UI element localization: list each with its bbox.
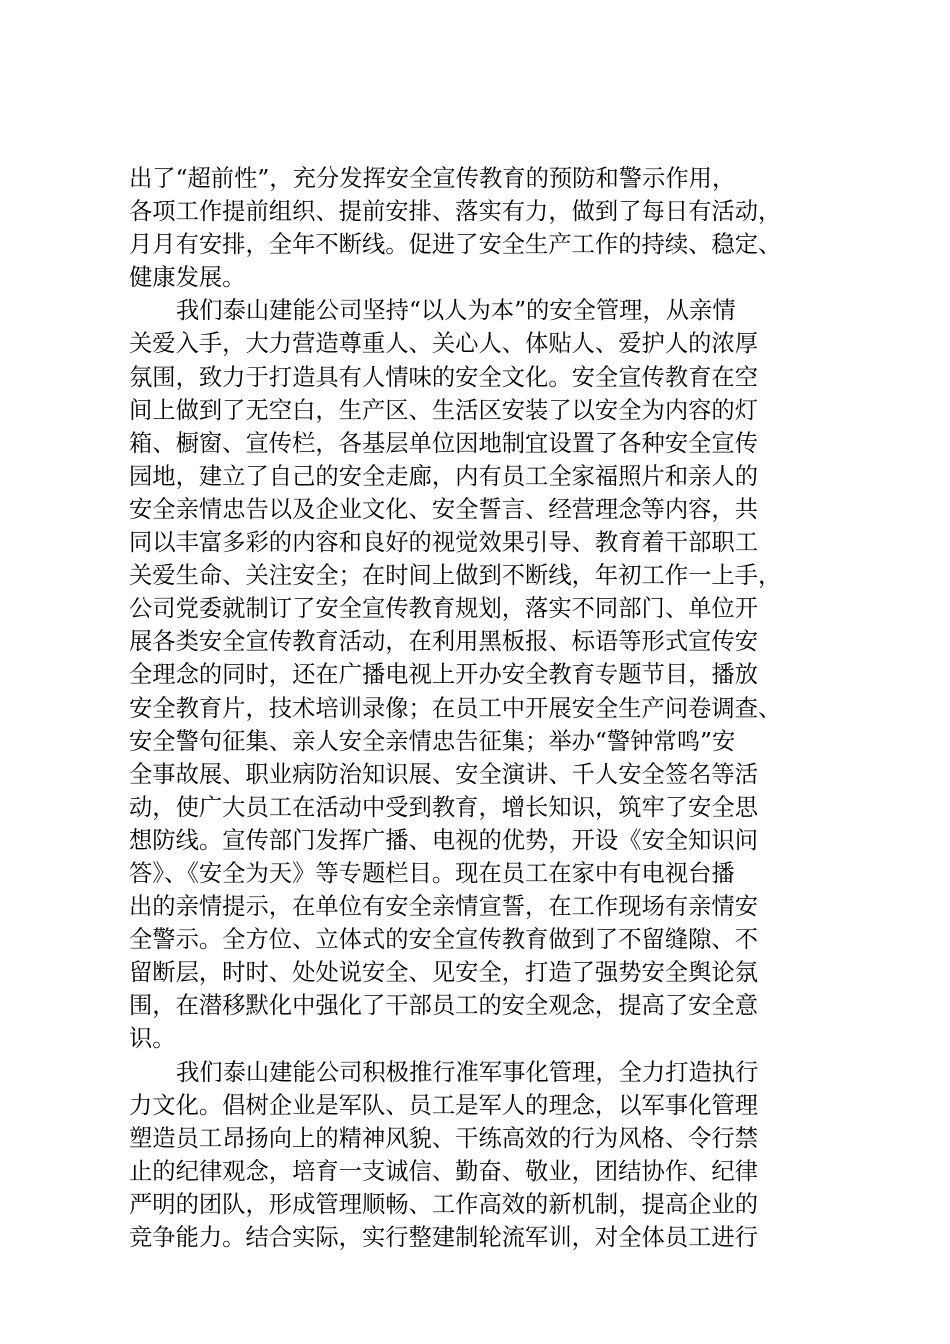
text-line: 全理念的同时，还在广播电视上开办安全教育专题节目，播放 [129, 661, 759, 689]
text-line: 全事故展、职业病防治知识展、安全演讲、千人安全签名等活 [129, 760, 759, 788]
text-line: 止的纪律观念，培育一支诚信、勤奋、敬业，团结协作、纪律 [129, 1157, 759, 1185]
body-text [129, 162, 829, 1254]
text-line: 想防线。宣传部门发挥广播、电视的优势，开设《安全知识问 [129, 826, 759, 854]
text-line: 箱、橱窗、宣传栏，各基层单位因地制宜设置了各种安全宣传 [129, 429, 759, 457]
text-line: 各项工作提前组织、提前安排、落实有力，做到了每日有活动， [129, 198, 782, 226]
text-line: 答》、《安全为天》等专题栏目。现在员工在家中有电视台播 [129, 859, 735, 887]
text-line: 安全警句征集、亲人安全亲情忠告征集；举办“警钟常鸣”安 [129, 727, 736, 755]
text-line: 竞争能力。结合实际，实行整建制轮流军训，对全体员工进行 [129, 1224, 759, 1251]
text-line: 关爱生命、关注安全；在时间上做到不断线，年初工作一上手， [129, 562, 782, 590]
text-line: 安全亲情忠告以及企业文化、安全誓言、经营理念等内容，共 [129, 495, 759, 523]
text-line: 公司党委就制订了安全宣传教育规划，落实不同部门、单位开 [129, 595, 759, 623]
text-line: 月月有安排，全年不断线。促进了安全生产工作的持续、稳定、 [129, 231, 782, 259]
text-line: 出了“超前性”，充分发挥安全宣传教育的预防和警示作用， [129, 165, 736, 192]
text-line: 展各类安全宣传教育活动，在利用黑板报、标语等形式宣传安 [129, 628, 759, 656]
paragraph-start-line: 我们泰山建能公司积极推行准军事化管理，全力打造执行 [176, 1058, 759, 1086]
text-line: 关爱入手，大力营造尊重人、关心人、体贴人、爱护人的浓厚 [129, 330, 759, 358]
text-line: 围，在潜移默化中强化了干部员工的安全观念，提高了安全意 [129, 992, 759, 1020]
text-line: 动，使广大员工在活动中受到教育，增长知识，筑牢了安全思 [129, 793, 759, 821]
text-line: 间上做到了无空白，生产区、生活区安装了以安全为内容的灯 [129, 396, 759, 424]
text-line: 安全教育片，技术培训录像；在员工中开展安全生产问卷调查、 [129, 694, 782, 722]
text-line: 氛围，致力于打造具有人情味的安全文化。安全宣传教育在空 [129, 363, 759, 391]
text-line: 全警示。全方位、立体式的安全宣传教育做到了不留缝隙、不 [129, 926, 759, 954]
text-line: 健康发展。 [129, 264, 246, 292]
text-line: 塑造员工昂扬向上的精神风貌、干练高效的行为风格、令行禁 [129, 1124, 759, 1152]
text-line: 园地，建立了自己的安全走廊，内有员工全家福照片和亲人的 [129, 462, 759, 490]
text-line: 出的亲情提示，在单位有安全亲情宣誓，在工作现场有亲情安 [129, 893, 759, 921]
text-line: 留断层，时时、处处说安全、见安全，打造了强势安全舆论氛 [129, 959, 759, 987]
text-line: 严明的团队，形成管理顺畅、工作高效的新机制，提高企业的 [129, 1190, 759, 1218]
text-line: 力文化。倡树企业是军队、员工是军人的理念，以军事化管理 [129, 1091, 759, 1119]
text-line: 同以丰富多彩的内容和良好的视觉效果引导、教育着干部职工 [129, 529, 759, 557]
paragraph-start-line: 我们泰山建能公司坚持“以人为本”的安全管理，从亲情 [176, 297, 736, 325]
text-line: 识。 [129, 1025, 176, 1053]
